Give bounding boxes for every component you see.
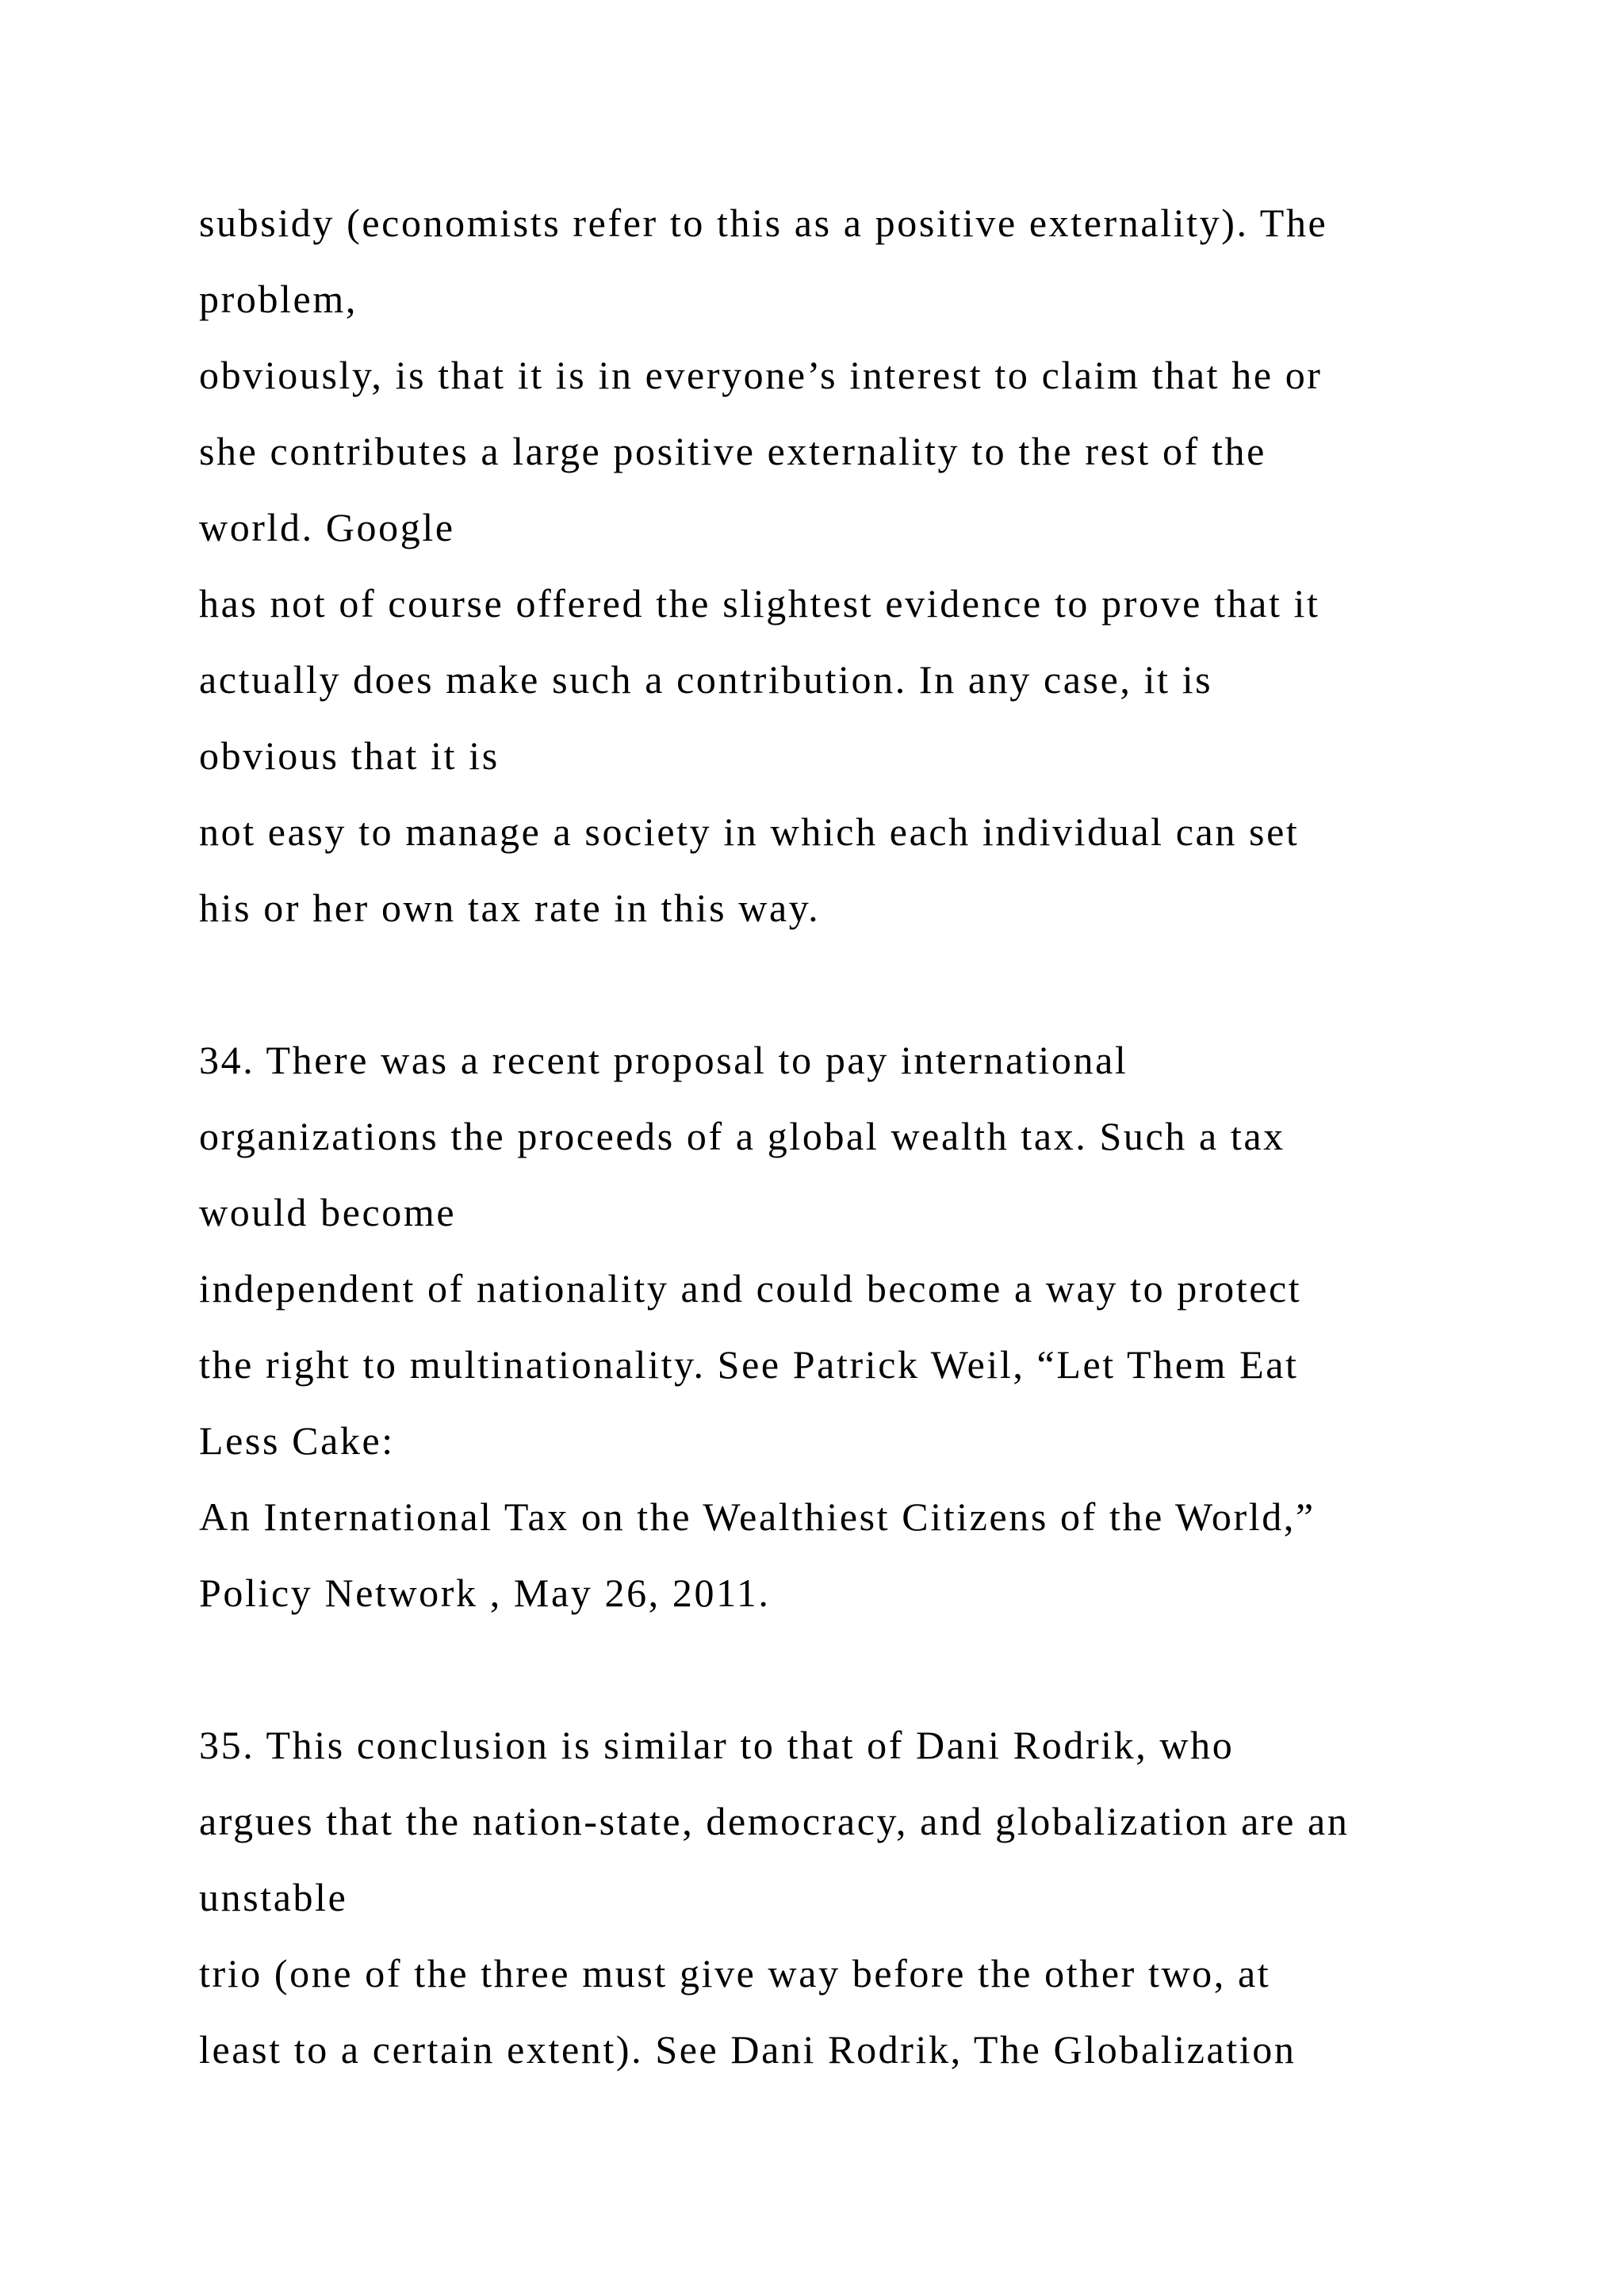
footnote-35-line: 35. This conclusion is similar to that of Dani Rodrik, who bbox=[199, 1723, 1235, 1767]
text-line: world. Google bbox=[199, 505, 455, 549]
text-line: independent of nationality and could become a way to protect bbox=[199, 1266, 1302, 1311]
footnote-34-line: 34. There was a recent proposal to pay international bbox=[199, 1038, 1128, 1082]
text-line: least to a certain extent). See Dani Rodrik, The Globalization bbox=[199, 2027, 1297, 2072]
text-line: she contributes a large positive externality to the rest of the bbox=[199, 429, 1266, 473]
text-line: Less Cake: bbox=[199, 1418, 395, 1463]
text-line: actually does make such a contribution. In any case, it is bbox=[199, 657, 1213, 702]
text-line: obviously, is that it is in everyone’s interest to claim that he or bbox=[199, 353, 1323, 397]
text-line: obvious that it is bbox=[199, 733, 500, 778]
text-line: organizations the proceeds of a global wealth tax. Such a tax bbox=[199, 1114, 1285, 1158]
text-line: problem, bbox=[199, 277, 358, 321]
text-line: the right to multinationality. See Patrick Weil, “Let Them Eat bbox=[199, 1342, 1299, 1387]
text-line: has not of course offered the slightest evidence to prove that it bbox=[199, 581, 1320, 626]
text-line: An International Tax on the Wealthiest Citizens of the World,” bbox=[199, 1494, 1316, 1539]
text-line: Policy Network , May 26, 2011. bbox=[199, 1571, 771, 1615]
text-line: argues that the nation-state, democracy, and globalization are an bbox=[199, 1799, 1350, 1843]
text-line: would become bbox=[199, 1190, 457, 1234]
text-line: unstable bbox=[199, 1875, 348, 1919]
text-line: his or her own tax rate in this way. bbox=[199, 886, 821, 930]
text-line: not easy to manage a society in which each individual can set bbox=[199, 809, 1300, 854]
text-line: subsidy (economists refer to this as a positive externality). The bbox=[199, 201, 1328, 245]
text-line: trio (one of the three must give way before the other two, at bbox=[199, 1951, 1271, 1996]
